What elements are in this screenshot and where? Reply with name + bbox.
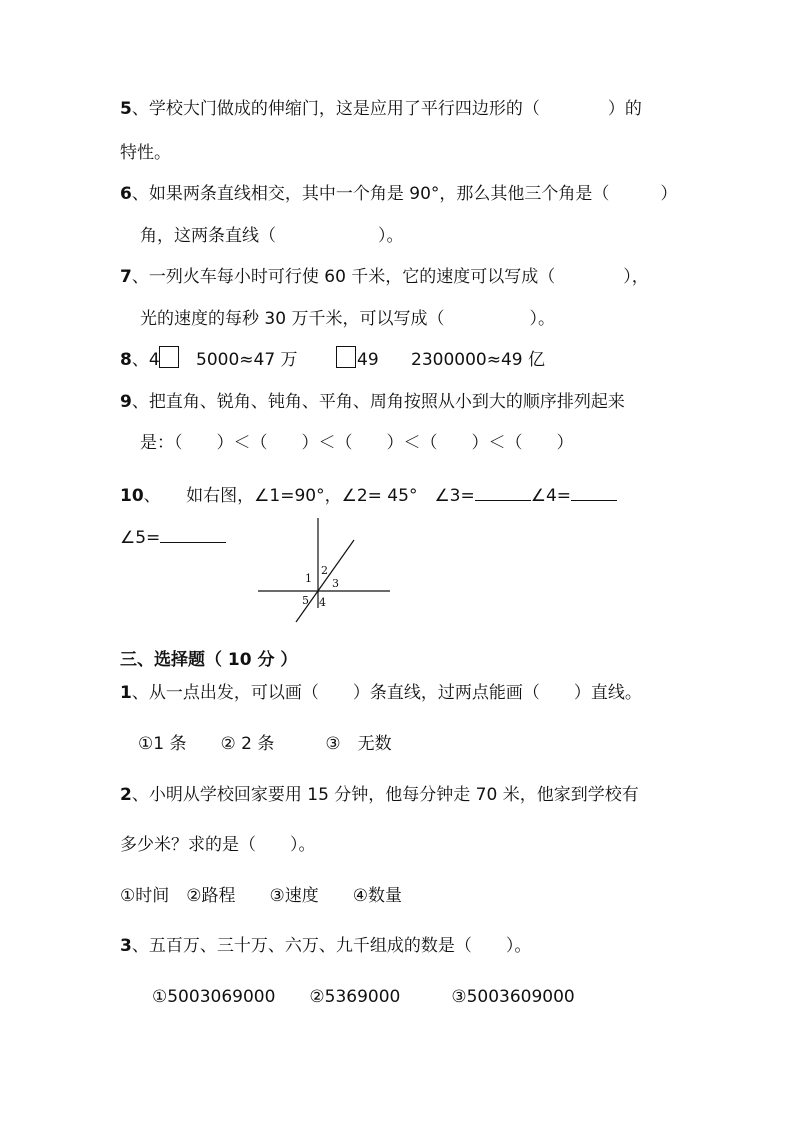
question-6-line2: 角，这两条直线（ ）。	[140, 226, 404, 246]
question-7-line2: 光的速度的每秒 30 万千米，可以写成（ ）。	[140, 309, 555, 329]
question-7-line1	[120, 265, 649, 289]
question-8-part-c: 2300000≈49 亿	[411, 350, 545, 370]
section3-question-3	[120, 934, 531, 958]
angle-label-2: 2	[321, 564, 328, 577]
question-6-line1	[120, 182, 677, 206]
answer-blank[interactable]	[160, 524, 226, 543]
section3-question-1	[120, 681, 642, 705]
angle-label-3: 3	[332, 577, 339, 590]
question-text: 、从一点出发，可以画（ ）条直线，过两点能画（ ）直线。	[131, 683, 642, 703]
question-number: 7	[120, 267, 132, 287]
intersecting-lines-figure	[250, 512, 400, 627]
section3-question-2	[120, 783, 639, 807]
question-number: 10	[120, 486, 144, 506]
section3-question-1-options: ①1 条 ② 2 条 ③ 无数	[138, 734, 392, 754]
question-number: 5	[120, 99, 132, 119]
answer-blank[interactable]	[475, 482, 531, 501]
section3-question-3-options: ①5003069000 ②5369000 ③5003609000	[152, 987, 575, 1007]
section3-question-2-line2: 多少米？求的是（ ）。	[120, 835, 316, 855]
question-text: 、学校大门做成的伸缩门，这是应用了平行四边形的（ ）的	[131, 99, 642, 119]
question-10-line2	[120, 524, 226, 550]
question-9-line1	[120, 390, 625, 414]
question-text: 、小明从学校回家要用 15 分钟，他每分钟走 70 米，他家到学校有	[131, 785, 639, 805]
question-text: ∠4=	[530, 486, 572, 506]
angle-label-5: 5	[302, 594, 309, 607]
question-number: 8	[120, 350, 132, 370]
question-10-line1	[120, 482, 617, 508]
question-number: 1	[120, 683, 132, 703]
question-text: 、把直角、锐角、钝角、平角、周角按照从小到大的顺序排列起来	[131, 392, 625, 412]
question-text: 、 如右图，∠1=90°，∠2= 45° ∠3=	[143, 486, 475, 506]
question-9-line2: 是：（ ）＜（ ）＜（ ）＜（ ）＜（ ）	[140, 433, 574, 453]
answer-blank[interactable]	[571, 482, 617, 501]
question-5-line2: 特性。	[120, 143, 171, 163]
answer-box[interactable]	[159, 346, 179, 368]
question-8-part-a-suffix: 5000≈47 万	[196, 350, 298, 370]
question-number: 9	[120, 392, 132, 412]
angle-label-4: 4	[319, 596, 326, 609]
angle-label-1: 1	[305, 572, 312, 585]
question-5-line1	[120, 97, 642, 121]
question-text: 、4	[131, 350, 160, 370]
question-text: 、如果两条直线相交，其中一个角是 90°，那么其他三个角是（ ）	[131, 184, 678, 204]
question-text: 、一列火车每小时可行使 60 千米，它的速度可以写成（ ），	[131, 267, 649, 287]
question-8-part-a	[120, 348, 160, 372]
answer-box[interactable]	[336, 346, 356, 368]
question-number: 2	[120, 785, 132, 805]
section3-question-2-options: ①时间 ②路程 ③速度 ④数量	[120, 886, 402, 906]
question-number: 6	[120, 184, 132, 204]
question-number: 3	[120, 936, 132, 956]
question-8-part-b-suffix: 49	[357, 350, 379, 370]
section-title: 三、选择题（ 10 分 ）	[120, 650, 298, 670]
question-text: 、五百万、三十万、六万、九千组成的数是（ ）。	[131, 936, 532, 956]
question-text: ∠5=	[120, 528, 161, 548]
